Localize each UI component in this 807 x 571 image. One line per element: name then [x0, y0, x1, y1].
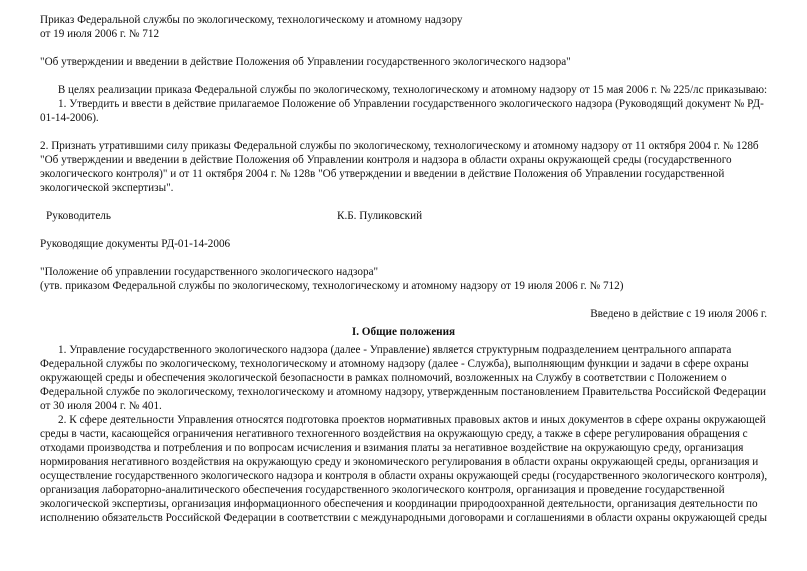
order-item-2-line-4: экологической экспертизы".: [40, 182, 174, 194]
paragraph-2: [40, 413, 767, 525]
paragraph-line: 1. Управление государственного экологического надзора (далее - Управление) является структурным подразделением центрального аппарата: [58, 344, 732, 356]
paragraph-line: от 30 июля 2004 г. № 401.: [40, 400, 162, 412]
document-code: Руководящие документы РД-01-14-2006: [40, 238, 231, 250]
paragraph-line: 2. К сфере деятельности Управления относятся подготовка проектов нормативных правовых актов и иных документов в сфере охраны окружающей: [58, 414, 766, 426]
document-page: [40, 13, 767, 525]
order-item-2-line-1: 2. Признать утратившими силу приказы Федеральной службы по экологическому, технологическому и атомному надзору от 11 октября 2004 г. № 128б: [40, 140, 759, 152]
paragraph-line: нормирования негативного воздействия на окружающую среду и экономического регулирования в области охраны окружающей среды, организация и: [40, 456, 759, 468]
paragraph-line: исполнению обязательств Российской Федерации в соответствии с международными договорами и соглашениями в области охраны окружающей среды: [40, 512, 767, 524]
preamble-intro: В целях реализации приказа Федеральной службы по экологическому, технологическому и атомному надзору от 15 мая 2006 г. № 225/лс приказываю:: [57, 84, 768, 96]
section-heading: I. Общие положения: [351, 326, 456, 338]
signature-block: [40, 209, 767, 223]
effective-date: Введено в действие с 19 июля 2006 г.: [590, 308, 767, 320]
order-item-1-line-1: 1. Утвердить и ввести в действие прилагаемое Положение об Управлении государственного экологического надзора (Руководящий документ № РД-: [58, 98, 764, 110]
paragraph-line: отходами производства и потребления и по вопросам исчисления и взимания платы за негативное воздействие на окружающую среду, организация: [40, 442, 744, 454]
order-item-2-line-3: экологического контроля)" и от 11 октября 2004 г. № 128в "Об утверждении и введении в действие Положения об Управлении государственной: [40, 168, 725, 180]
order-item-1-line-2: 01-14-2006).: [40, 112, 99, 124]
signatory-name: К.Б. Пуликовский: [337, 210, 423, 222]
regulation-title: "Положение об управлении государственного экологического надзора": [40, 266, 379, 278]
paragraph-line: окружающей среды и обеспечения экологической безопасности в рамках полномочий, возложенных на Службу в соответствии с Положением о: [40, 372, 727, 384]
paragraph-line: организация лабораторно-аналитического обеспечения государственного экологического контроля, организация и проведение государственной: [40, 484, 725, 496]
paragraph-line: среды в части, касающейся ограничения негативного техногенного воздействия на окружающую среду, а также в сфере регулирования обращения с: [40, 428, 748, 440]
order-issuer: Приказ Федеральной службы по экологическому, технологическому и атомному надзору: [40, 14, 463, 26]
approval-note: (утв. приказом Федеральной службы по экологическому, технологическому и атомному надзору от 19 июля 2006 г. № 712): [40, 280, 624, 292]
order-title: "Об утверждении и введении в действие Положения об Управлении государственного экологического надзора": [40, 56, 571, 68]
paragraph-line: экологической экспертизы, организация информационного обеспечения и координации природоохранной деятельности, организация деятельности по: [40, 498, 758, 510]
paragraph-line: Федеральной службе по экологическому, технологическому и атомному надзору, утвержденным постановлением Правительства Российской Федерации: [40, 386, 767, 398]
signatory-role: Руководитель: [46, 210, 111, 222]
paragraph-line: осуществление государственного экологического надзора и контроля в области охраны окружающей среды (государственного экологического контроля),: [40, 470, 768, 482]
order-date-number: от 19 июля 2006 г. № 712: [40, 28, 160, 40]
order-item-2-line-2: "Об утверждении и введении в действие Положения об Управлении контроля и надзора в области охраны окружающей среды (государственного: [40, 154, 732, 166]
paragraph-line: Федеральной службы по экологическому, технологическому и атомному надзору (далее - Служба), выполняющим функции и задачи в сфере охраны: [40, 358, 749, 370]
paragraph-1: [40, 343, 767, 413]
